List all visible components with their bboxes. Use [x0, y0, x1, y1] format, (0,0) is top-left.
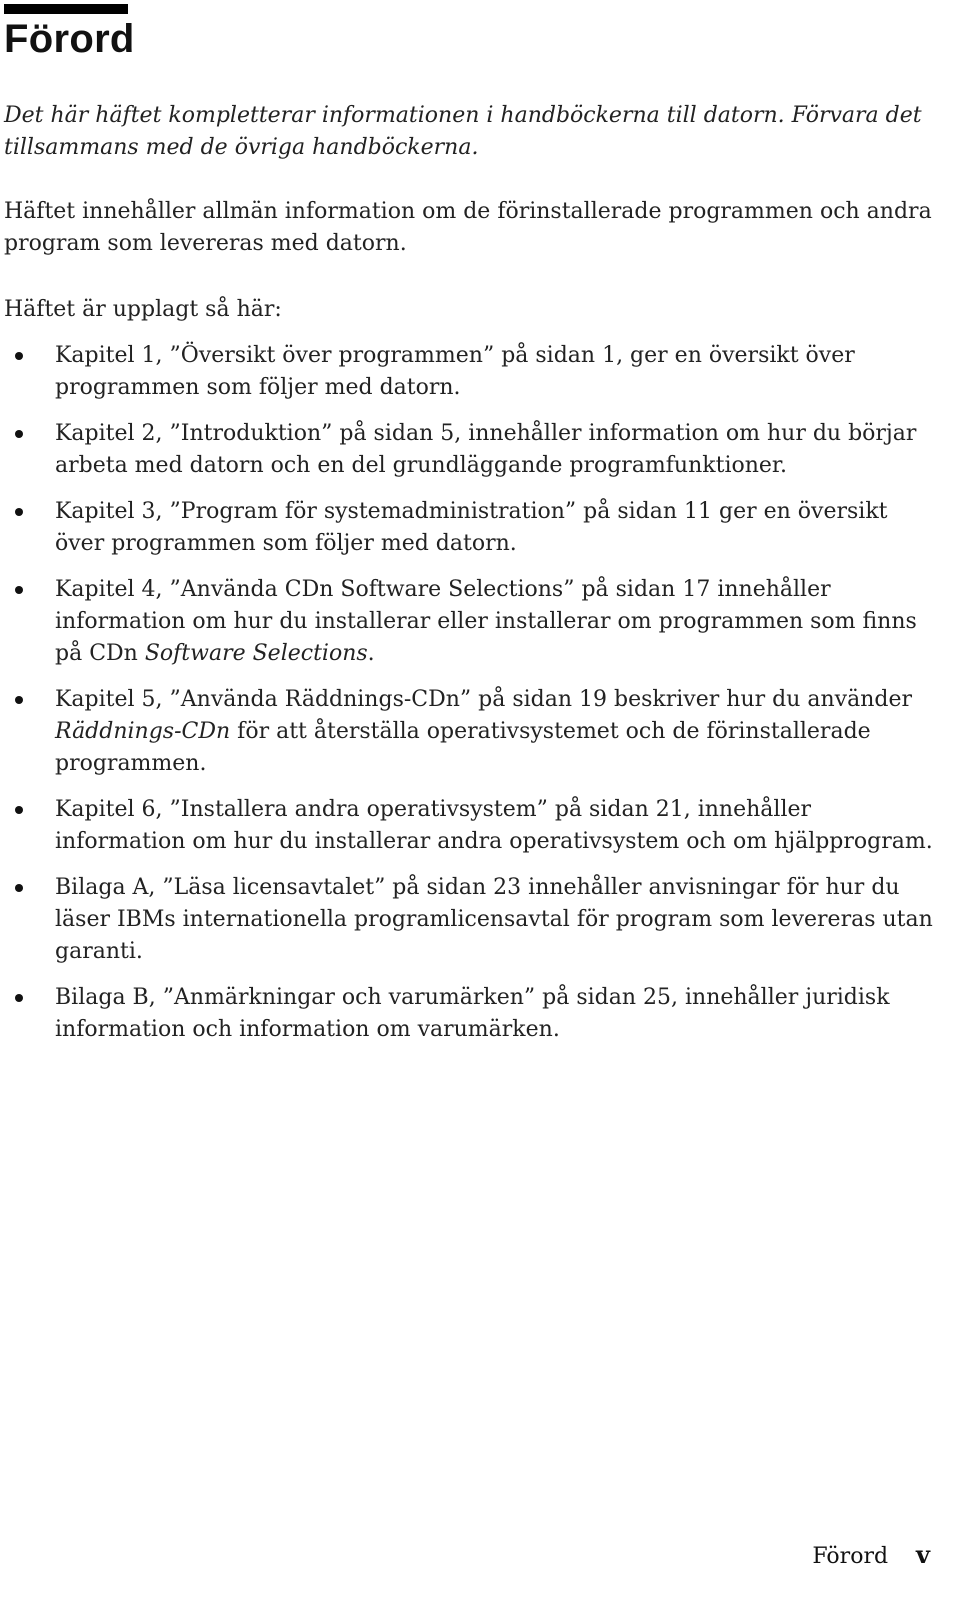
chapter-text: Bilaga B, ”Anmärkningar och varumärken” på sidan 25, innehåller juridisk information och information om varumärken.	[55, 985, 890, 1042]
intro-paragraph: Det här häftet kompletterar informationen i handböckerna till datorn. Förvara det tillsammans med de övriga handböckerna.	[4, 103, 922, 160]
chapter-list-item	[0, 574, 940, 670]
chapter-list-item	[0, 684, 940, 780]
bullet-icon	[15, 508, 23, 516]
bullet-icon	[15, 806, 23, 814]
chapter-emphasis: Räddnings-CDn	[55, 719, 231, 744]
bullet-icon	[15, 696, 23, 704]
chapter-text: Kapitel 3, ”Program för systemadministration” på sidan 11 ger en översikt över programmen som följer med datorn.	[55, 499, 888, 556]
chapter-text: Kapitel 6, ”Installera andra operativsystem” på sidan 21, innehåller information om hur du installerar andra operativsystem och om hjälpprogram.	[55, 797, 933, 854]
chapter-list-item	[0, 418, 940, 482]
chapter-list-item	[0, 496, 940, 560]
chapter-list-item	[0, 794, 940, 858]
body-paragraph-contents: Häftet innehåller allmän information om de förinstallerade programmen och andra program som levereras med datorn.	[4, 199, 932, 256]
bullet-icon	[15, 884, 23, 892]
chapter-text: Kapitel 4, ”Använda CDn Software Selections” på sidan 17 innehåller information om hur du installerar eller installerar om programmen som finns på CDn	[55, 577, 917, 666]
chapter-text: Kapitel 1, ”Översikt över programmen” på sidan 1, ger en översikt över programmen som följer med datorn.	[55, 343, 855, 400]
chapter-list-item	[0, 340, 940, 404]
chapter-list	[0, 340, 940, 1060]
chapter-text: Bilaga A, ”Läsa licensavtalet” på sidan 23 innehåller anvisningar för hur du läser IBMs internationella programlicensavtal för program som levereras utan garanti.	[55, 875, 933, 964]
bullet-icon	[15, 586, 23, 594]
bullet-icon	[15, 994, 23, 1002]
body-paragraph-structure: Häftet är upplagt så här:	[4, 297, 282, 322]
chapter-text: Kapitel 2, ”Introduktion” på sidan 5, innehåller information om hur du börjar arbeta med datorn och en del grundläggande programfunktioner.	[55, 421, 917, 478]
chapter-text-end: för att återställa operativsystemet och de förinstallerade programmen.	[55, 719, 871, 776]
page-title: Förord	[4, 17, 135, 61]
chapter-text-end: .	[367, 641, 375, 666]
page-footer	[812, 1540, 930, 1572]
top-rule	[4, 4, 128, 14]
chapter-list-item	[0, 872, 940, 968]
chapter-text: Kapitel 5, ”Använda Räddnings-CDn” på sidan 19 beskriver hur du använder	[55, 687, 912, 712]
bullet-icon	[15, 352, 23, 360]
footer-section-name: Förord	[812, 1544, 889, 1569]
footer-page-number: v	[916, 1540, 930, 1569]
bullet-icon	[15, 430, 23, 438]
chapter-emphasis: Software Selections	[144, 641, 368, 666]
chapter-list-item	[0, 982, 940, 1046]
